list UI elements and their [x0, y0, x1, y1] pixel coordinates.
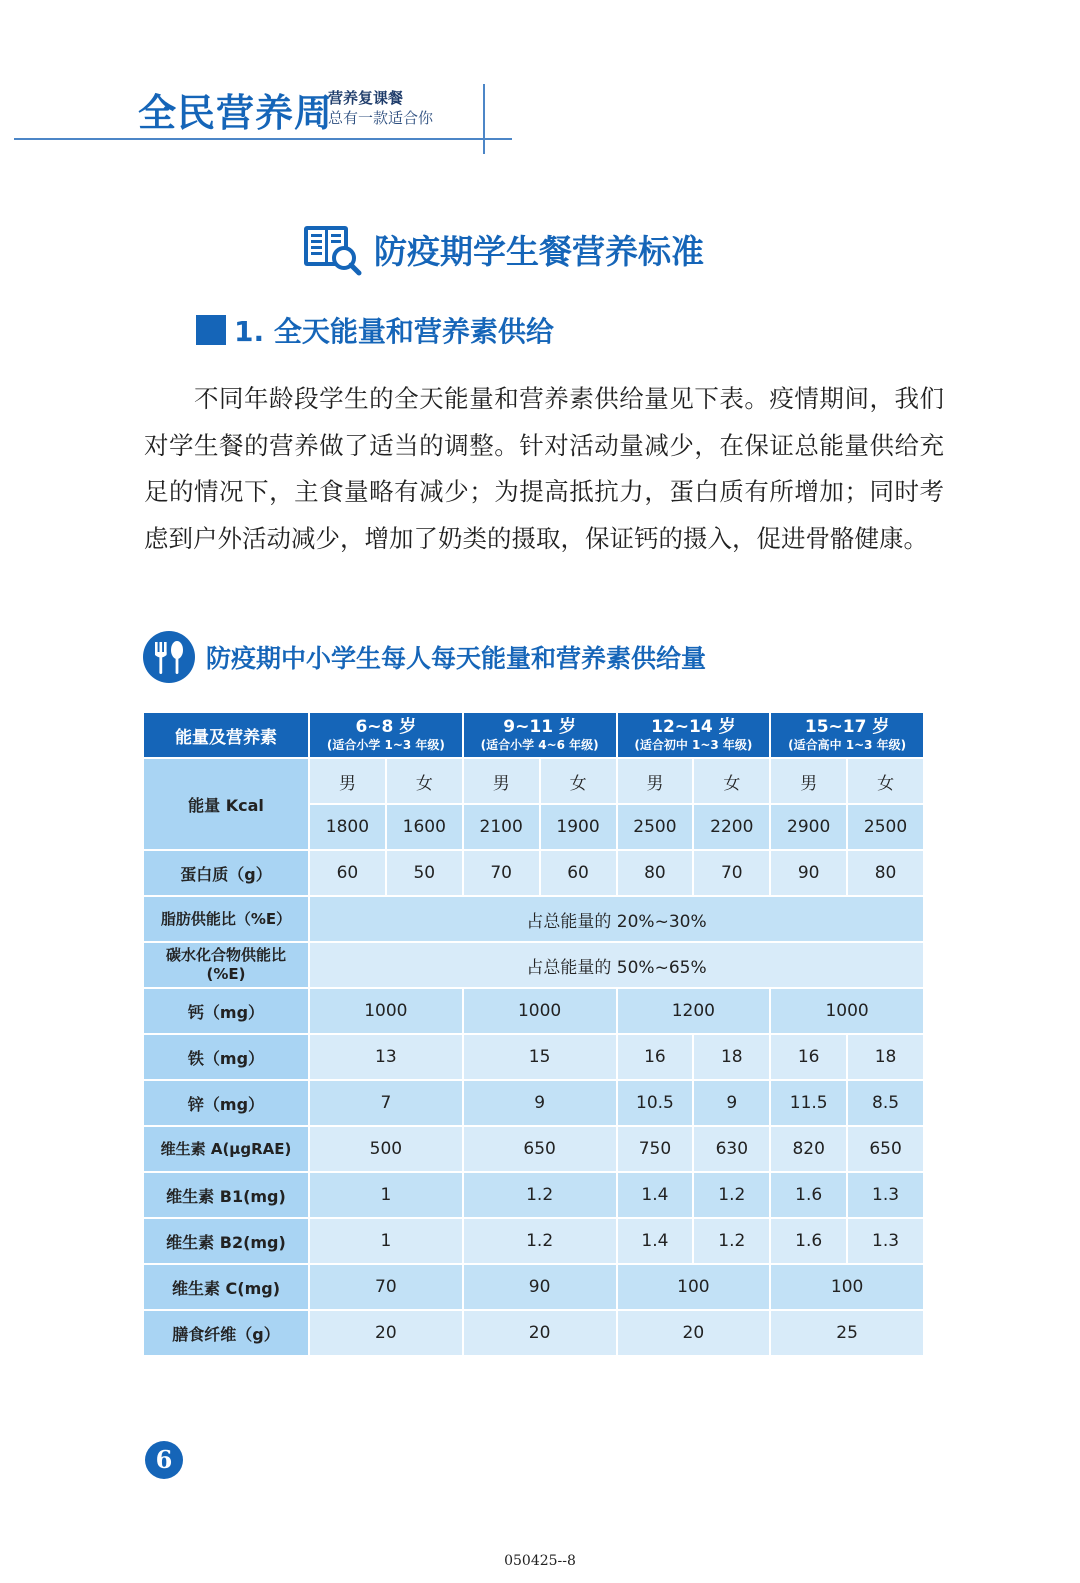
age-label: 6~8 岁 [355, 717, 417, 737]
table-caption-block [142, 630, 706, 684]
value-cell: 1.2 [694, 1219, 771, 1265]
value-cell: 1.6 [771, 1173, 848, 1219]
table-row-fiber [144, 1311, 925, 1357]
row-label-zinc: 锌（mg） [144, 1081, 310, 1127]
table-caption: 防疫期中小学生每人每天能量和营养素供给量 [206, 644, 707, 673]
value-cell: 820 [771, 1127, 848, 1173]
row-label-calcium: 钙（mg） [144, 989, 310, 1035]
age-label: 9~11 岁 [503, 717, 576, 737]
value-cell: 9 [464, 1081, 618, 1127]
row-label-energy: 能量 Kcal [144, 759, 310, 851]
row-label-iron: 铁（mg） [144, 1035, 310, 1081]
row-label-vitamin-c: 维生素 C(mg) [144, 1265, 310, 1311]
value-cell: 90 [464, 1265, 618, 1311]
value-cell: 1.6 [771, 1219, 848, 1265]
value-cell: 1 [310, 1219, 464, 1265]
table-row-vitamin-c [144, 1265, 925, 1311]
table-row-iron [144, 1035, 925, 1081]
value-cell: 18 [848, 1035, 925, 1081]
row-label-fiber: 膳食纤维（g） [144, 1311, 310, 1357]
value-cell: 11.5 [771, 1081, 848, 1127]
value-cell: 15 [464, 1035, 618, 1081]
gender-cell: 男 [618, 759, 695, 805]
value-cell: 1900 [541, 805, 618, 851]
carb-label-line-2: (%E) [206, 965, 246, 983]
value-cell: 1200 [618, 989, 772, 1035]
row-label-vitamin-a: 维生素 A(μgRAE) [144, 1127, 310, 1173]
grade-label: (适合小学 1~3 年级) [326, 738, 445, 752]
section-marker-square [196, 315, 226, 345]
value-cell: 50 [387, 851, 464, 897]
value-cell: 2100 [464, 805, 541, 851]
tagline-line-2: 总有一款适合你 [328, 109, 434, 127]
value-cell: 1000 [771, 989, 925, 1035]
age-group-header [310, 713, 464, 759]
value-cell: 100 [771, 1265, 925, 1311]
value-cell: 80 [618, 851, 695, 897]
gender-cell: 女 [848, 759, 925, 805]
age-group-header [618, 713, 772, 759]
value-cell: 1.2 [464, 1219, 618, 1265]
section-title: 1. 全天能量和营养素供给 [234, 315, 554, 348]
value-cell: 90 [771, 851, 848, 897]
grade-label: (适合初中 1~3 年级) [634, 738, 753, 752]
value-cell: 18 [694, 1035, 771, 1081]
value-cell: 1 [310, 1173, 464, 1219]
value-cell: 1.4 [618, 1219, 695, 1265]
value-cell: 1000 [310, 989, 464, 1035]
table-row-carb [144, 943, 925, 989]
age-label: 12~14 岁 [651, 717, 736, 737]
nutrition-table [144, 713, 925, 1357]
row-label-fat: 脂肪供能比（%E） [144, 897, 310, 943]
page-header [0, 0, 1080, 160]
page-title-block [302, 222, 704, 276]
brand-tagline [328, 88, 433, 128]
age-group-header [464, 713, 618, 759]
gender-cell: 男 [310, 759, 387, 805]
section-heading [196, 310, 554, 350]
table-row-zinc [144, 1081, 925, 1127]
brand-title: 全民营养周 [138, 91, 334, 135]
value-cell: 650 [464, 1127, 618, 1173]
value-cell: 2500 [618, 805, 695, 851]
value-cell: 占总能量的 50%~65% [310, 943, 925, 989]
header-divider-horizontal [14, 138, 512, 140]
row-label-protein: 蛋白质（g） [144, 851, 310, 897]
value-cell: 1.3 [848, 1173, 925, 1219]
gender-cell: 女 [387, 759, 464, 805]
value-cell: 20 [310, 1311, 464, 1357]
value-cell: 2900 [771, 805, 848, 851]
table-row-vitamin-b2 [144, 1219, 925, 1265]
table-header-row [144, 713, 925, 759]
table-row-calcium [144, 989, 925, 1035]
value-cell: 1.2 [694, 1173, 771, 1219]
footer-code: 050425--8 [504, 1553, 576, 1569]
page-number: 6 [145, 1441, 183, 1479]
table-row-protein [144, 851, 925, 897]
value-cell: 13 [310, 1035, 464, 1081]
gender-cell: 女 [694, 759, 771, 805]
fork-spoon-icon [142, 630, 196, 684]
document-magnifier-icon [302, 222, 362, 276]
table-row-vitamin-a [144, 1127, 925, 1173]
value-cell: 60 [541, 851, 618, 897]
value-cell: 1.4 [618, 1173, 695, 1219]
value-cell: 占总能量的 20%~30% [310, 897, 925, 943]
gender-cell: 男 [464, 759, 541, 805]
row-label-carb [144, 943, 310, 989]
value-cell: 630 [694, 1127, 771, 1173]
value-cell: 1.3 [848, 1219, 925, 1265]
carb-label-line-1: 碳水化合物供能比 [165, 946, 286, 964]
value-cell: 1800 [310, 805, 387, 851]
value-cell: 60 [310, 851, 387, 897]
value-cell: 100 [618, 1265, 772, 1311]
value-cell: 500 [310, 1127, 464, 1173]
value-cell: 20 [464, 1311, 618, 1357]
value-cell: 1600 [387, 805, 464, 851]
gender-cell: 女 [541, 759, 618, 805]
value-cell: 8.5 [848, 1081, 925, 1127]
value-cell: 70 [464, 851, 541, 897]
age-group-header [771, 713, 925, 759]
value-cell: 70 [694, 851, 771, 897]
value-cell: 16 [618, 1035, 695, 1081]
table-row-gender [144, 759, 925, 805]
value-cell: 10.5 [618, 1081, 695, 1127]
value-cell: 7 [310, 1081, 464, 1127]
table-row-vitamin-b1 [144, 1173, 925, 1219]
gender-cell: 男 [771, 759, 848, 805]
value-cell: 1000 [464, 989, 618, 1035]
row-label-vitamin-b1: 维生素 B1(mg) [144, 1173, 310, 1219]
value-cell: 650 [848, 1127, 925, 1173]
value-cell: 70 [310, 1265, 464, 1311]
row-label-vitamin-b2: 维生素 B2(mg) [144, 1219, 310, 1265]
grade-label: (适合高中 1~3 年级) [788, 738, 907, 752]
tagline-line-1: 营养复课餐 [328, 89, 404, 107]
header-label-cell: 能量及营养素 [144, 713, 310, 759]
grade-label: (适合小学 4~6 年级) [480, 738, 599, 752]
value-cell: 2500 [848, 805, 925, 851]
value-cell: 20 [618, 1311, 772, 1357]
value-cell: 80 [848, 851, 925, 897]
page-title: 防疫期学生餐营养标准 [374, 231, 704, 271]
value-cell: 25 [771, 1311, 925, 1357]
header-divider-vertical [483, 84, 485, 154]
value-cell: 2200 [694, 805, 771, 851]
value-cell: 750 [618, 1127, 695, 1173]
value-cell: 9 [694, 1081, 771, 1127]
value-cell: 1.2 [464, 1173, 618, 1219]
table-row-fat [144, 897, 925, 943]
intro-paragraph: 不同年龄段学生的全天能量和营养素供给量见下表。疫情期间，我们对学生餐的营养做了适当的调整。针对活动量减少，在保证总能量供给充足的情况下，主食量略有减少；为提高抵抗力，蛋白质有所增加；同时考虑到户外活动减少，增加了奶类的摄取，保证钙的摄入，促进骨骼健康。 [144, 384, 944, 553]
age-label: 15~17 岁 [804, 717, 890, 737]
value-cell: 16 [771, 1035, 848, 1081]
